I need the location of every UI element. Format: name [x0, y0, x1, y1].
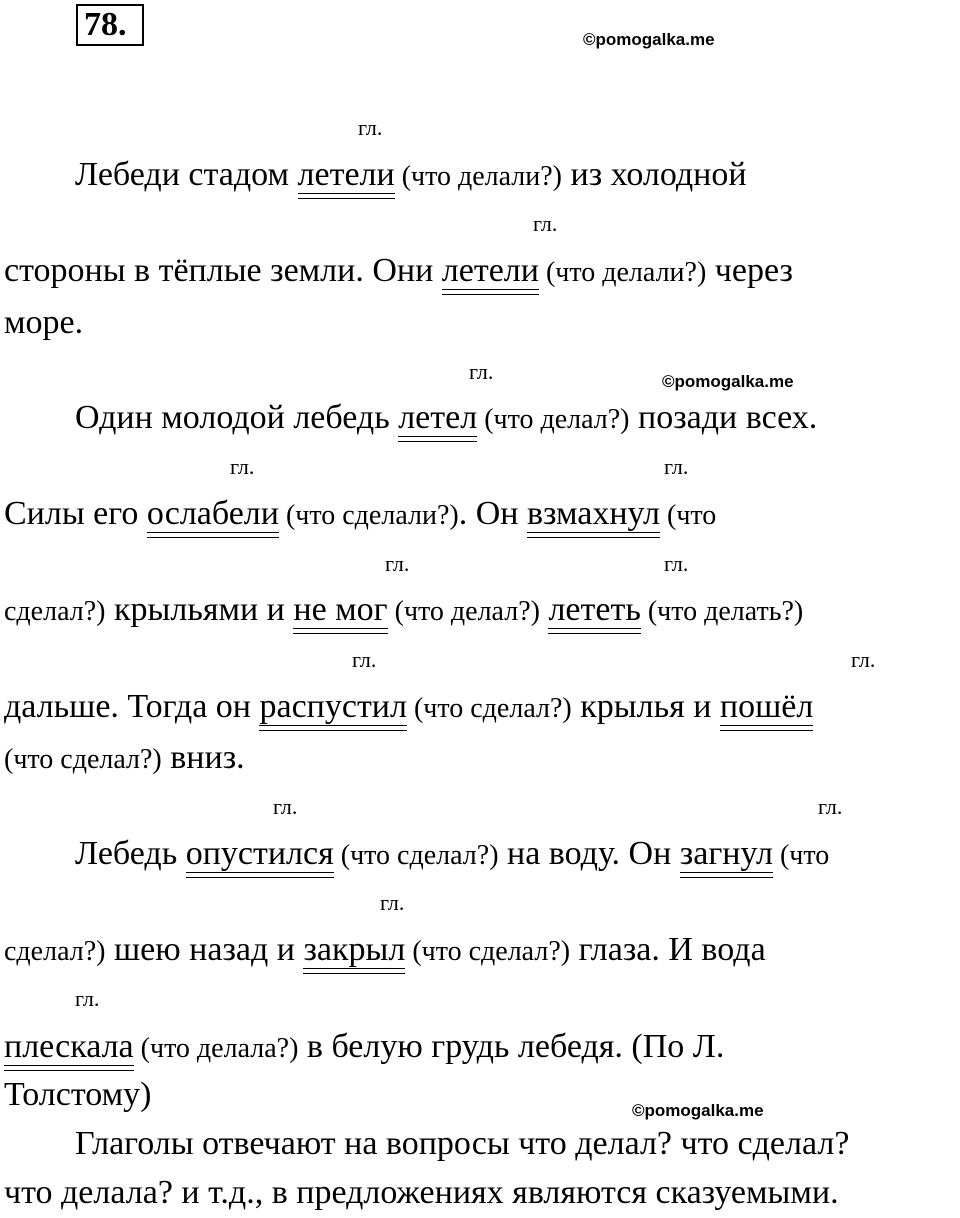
verb-label: гл.: [851, 647, 876, 672]
watermark: ©pomogalka.me: [632, 1101, 764, 1120]
text-line: море.: [4, 304, 84, 341]
text-line: сделал?) крыльями и не мог (что делал?) лететь (что делать?): [4, 591, 804, 628]
verb-label: гл.: [469, 359, 494, 384]
text-line: Лебеди стадом летели (что делали?) из холодной: [75, 156, 747, 193]
text-line: Один молодой лебедь летел (что делал?) позади всех.: [75, 399, 818, 436]
verb-underlined: плескала: [4, 1028, 134, 1065]
verb-label: гл.: [664, 454, 689, 479]
verb-label: гл.: [352, 647, 377, 672]
verb-label: гл.: [818, 794, 843, 819]
verb-label: гл.: [664, 551, 689, 576]
watermark: ©pomogalka.me: [662, 372, 794, 391]
verb-underlined: летел: [398, 399, 478, 436]
verb-label: гл.: [75, 986, 100, 1011]
verb-label: гл.: [385, 551, 410, 576]
text-line: Глаголы отвечают на вопросы что делал? что сделал?: [75, 1125, 850, 1162]
verb-label: гл.: [273, 794, 298, 819]
verb-label: гл.: [230, 454, 255, 479]
verb-underlined: опустился: [185, 835, 334, 872]
text-line: Силы его ослабели (что сделали?). Он взмахнул (что: [4, 495, 717, 532]
text-line: дальше. Тогда он распустил (что сделал?) крылья и пошёл: [4, 688, 814, 725]
text-line: (что сделал?) вниз.: [4, 739, 245, 776]
text-line: плескала (что делала?) в белую грудь лебедя. (По Л.: [4, 1028, 725, 1065]
text-line: Лебедь опустился (что сделал?) на воду. Он загнул (что: [75, 835, 830, 872]
text-line: стороны в тёплые земли. Они летели (что делали?) через: [4, 252, 793, 289]
text-line: Толстому): [4, 1076, 152, 1113]
verb-underlined: ослабели: [146, 495, 279, 532]
verb-label: гл.: [358, 115, 383, 140]
watermark: ©pomogalka.me: [583, 30, 715, 49]
verb-underlined: закрыл: [303, 931, 406, 968]
verb-label: гл.: [533, 211, 558, 236]
verb-underlined: лететь: [548, 591, 641, 628]
verb-label: гл.: [380, 890, 405, 915]
verb-underlined: загнул: [679, 835, 773, 872]
verb-underlined: летели: [297, 156, 395, 193]
task-number: 78.: [76, 4, 144, 46]
verb-underlined: пошёл: [719, 688, 814, 725]
text-line: сделал?) шею назад и закрыл (что сделал?) глаза. И вода: [4, 931, 766, 968]
text-line: что делала? и т.д., в предложениях являются сказуемыми.: [4, 1174, 839, 1211]
verb-underlined: летели: [441, 252, 539, 289]
verb-underlined: распустил: [259, 688, 407, 725]
verb-underlined: взмахнул: [526, 495, 661, 532]
verb-underlined: не мог: [293, 591, 388, 628]
